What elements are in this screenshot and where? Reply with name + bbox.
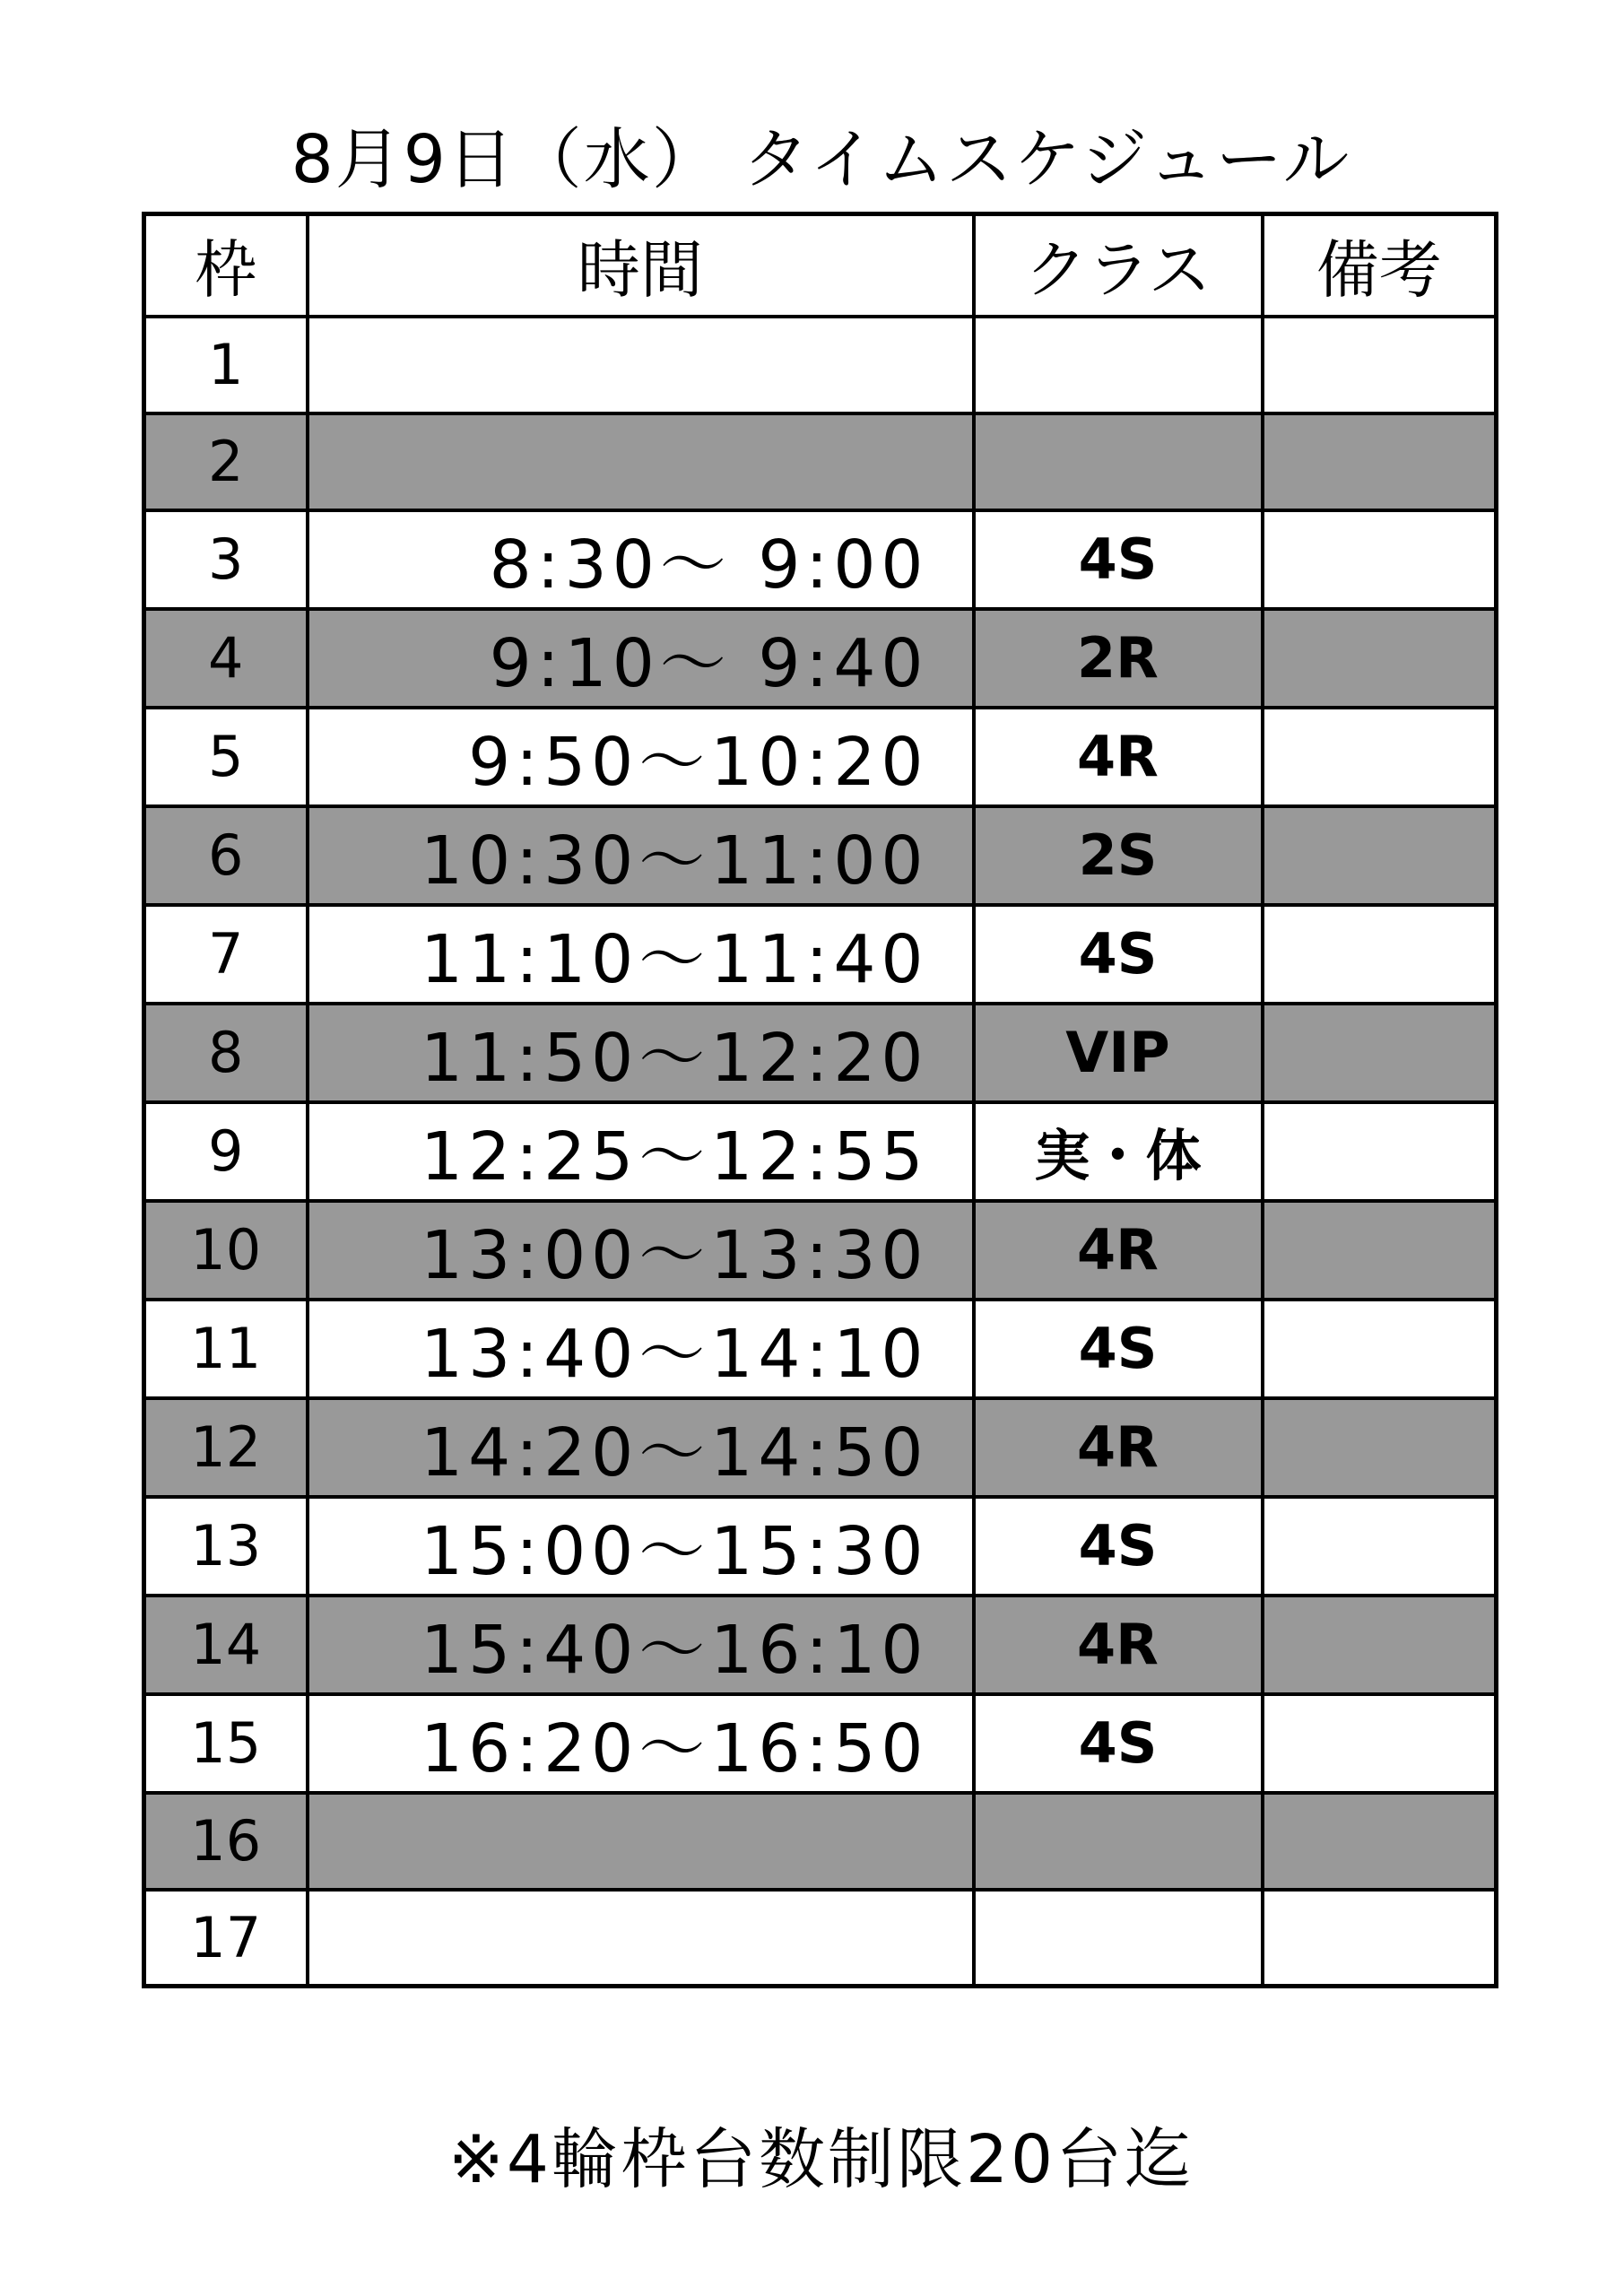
time-cell: 8:30～ 9:00 [308, 510, 974, 609]
table-row [144, 413, 1497, 510]
note-cell [1263, 1694, 1497, 1793]
class-cell: 4R [974, 1201, 1263, 1300]
table-row [144, 1596, 1497, 1694]
schedule-table [142, 212, 1498, 1988]
time-cell [308, 317, 974, 413]
table-row [144, 1890, 1497, 1987]
note-cell [1263, 1300, 1497, 1398]
frame-cell: 12 [144, 1398, 308, 1497]
time-cell: 14:20～14:50 [308, 1398, 974, 1497]
table-row [144, 1300, 1497, 1398]
frame-cell: 11 [144, 1300, 308, 1398]
frame-cell: 9 [144, 1102, 308, 1201]
frame-cell: 6 [144, 806, 308, 905]
table-row [144, 1694, 1497, 1793]
note-cell [1263, 1890, 1497, 1987]
class-cell: 4S [974, 510, 1263, 609]
frame-cell: 16 [144, 1793, 308, 1890]
column-header-frame: 枠 [144, 214, 308, 317]
table-row [144, 1398, 1497, 1497]
class-cell: 2R [974, 609, 1263, 708]
time-cell: 9:10～ 9:40 [308, 609, 974, 708]
table-row [144, 1793, 1497, 1890]
header-row [144, 214, 1497, 317]
note-cell [1263, 609, 1497, 708]
class-cell: 4S [974, 1694, 1263, 1793]
note-cell [1263, 1793, 1497, 1890]
note-cell [1263, 413, 1497, 510]
time-cell [308, 413, 974, 510]
table-row [144, 1201, 1497, 1300]
class-cell: 4S [974, 905, 1263, 1004]
table-row [144, 510, 1497, 609]
note-cell [1263, 510, 1497, 609]
class-cell: 4S [974, 1497, 1263, 1596]
class-cell: 2S [974, 806, 1263, 905]
frame-cell: 1 [144, 317, 308, 413]
column-header-note: 備考 [1263, 214, 1497, 317]
note-cell [1263, 1004, 1497, 1102]
class-cell: 4R [974, 1596, 1263, 1694]
note-cell [1263, 708, 1497, 806]
class-cell [974, 1793, 1263, 1890]
time-cell: 12:25～12:55 [308, 1102, 974, 1201]
table-row [144, 708, 1497, 806]
note-cell [1263, 905, 1497, 1004]
table-row [144, 317, 1497, 413]
table-row [144, 806, 1497, 905]
frame-cell: 15 [144, 1694, 308, 1793]
time-cell: 10:30～11:00 [308, 806, 974, 905]
column-header-time: 時間 [308, 214, 974, 317]
frame-cell: 8 [144, 1004, 308, 1102]
note-cell [1263, 1398, 1497, 1497]
time-cell [308, 1890, 974, 1987]
note-cell [1263, 317, 1497, 413]
time-cell: 11:10～11:40 [308, 905, 974, 1004]
schedule-table-body [144, 317, 1497, 1987]
table-row [144, 1004, 1497, 1102]
class-cell: 実・体 [974, 1102, 1263, 1201]
class-cell: VIP [974, 1004, 1263, 1102]
class-cell [974, 1890, 1263, 1987]
schedule-table-header [144, 214, 1497, 317]
class-cell: 4S [974, 1300, 1263, 1398]
time-cell: 11:50～12:20 [308, 1004, 974, 1102]
time-cell [308, 1793, 974, 1890]
class-cell [974, 317, 1263, 413]
time-cell: 13:40～14:10 [308, 1300, 974, 1398]
class-cell [974, 413, 1263, 510]
class-cell: 4R [974, 1398, 1263, 1497]
time-cell: 15:40～16:10 [308, 1596, 974, 1694]
note-cell [1263, 1102, 1497, 1201]
frame-cell: 2 [144, 413, 308, 510]
frame-cell: 3 [144, 510, 308, 609]
page-title: 8月9日（水） タイムスケジュール [291, 121, 1351, 198]
time-cell: 13:00～13:30 [308, 1201, 974, 1300]
table-row [144, 609, 1497, 708]
table-row [144, 905, 1497, 1004]
frame-cell: 14 [144, 1596, 308, 1694]
frame-cell: 7 [144, 905, 308, 1004]
footnote: ※4輪枠台数制限20台迄 [447, 2121, 1194, 2198]
table-row [144, 1497, 1497, 1596]
frame-cell: 17 [144, 1890, 308, 1987]
note-cell [1263, 1201, 1497, 1300]
time-cell: 15:00～15:30 [308, 1497, 974, 1596]
frame-cell: 13 [144, 1497, 308, 1596]
note-cell [1263, 806, 1497, 905]
column-header-class: クラス [974, 214, 1263, 317]
note-cell [1263, 1497, 1497, 1596]
class-cell: 4R [974, 708, 1263, 806]
time-cell: 9:50～10:20 [308, 708, 974, 806]
note-cell [1263, 1596, 1497, 1694]
frame-cell: 5 [144, 708, 308, 806]
frame-cell: 10 [144, 1201, 308, 1300]
time-cell: 16:20～16:50 [308, 1694, 974, 1793]
frame-cell: 4 [144, 609, 308, 708]
table-row [144, 1102, 1497, 1201]
